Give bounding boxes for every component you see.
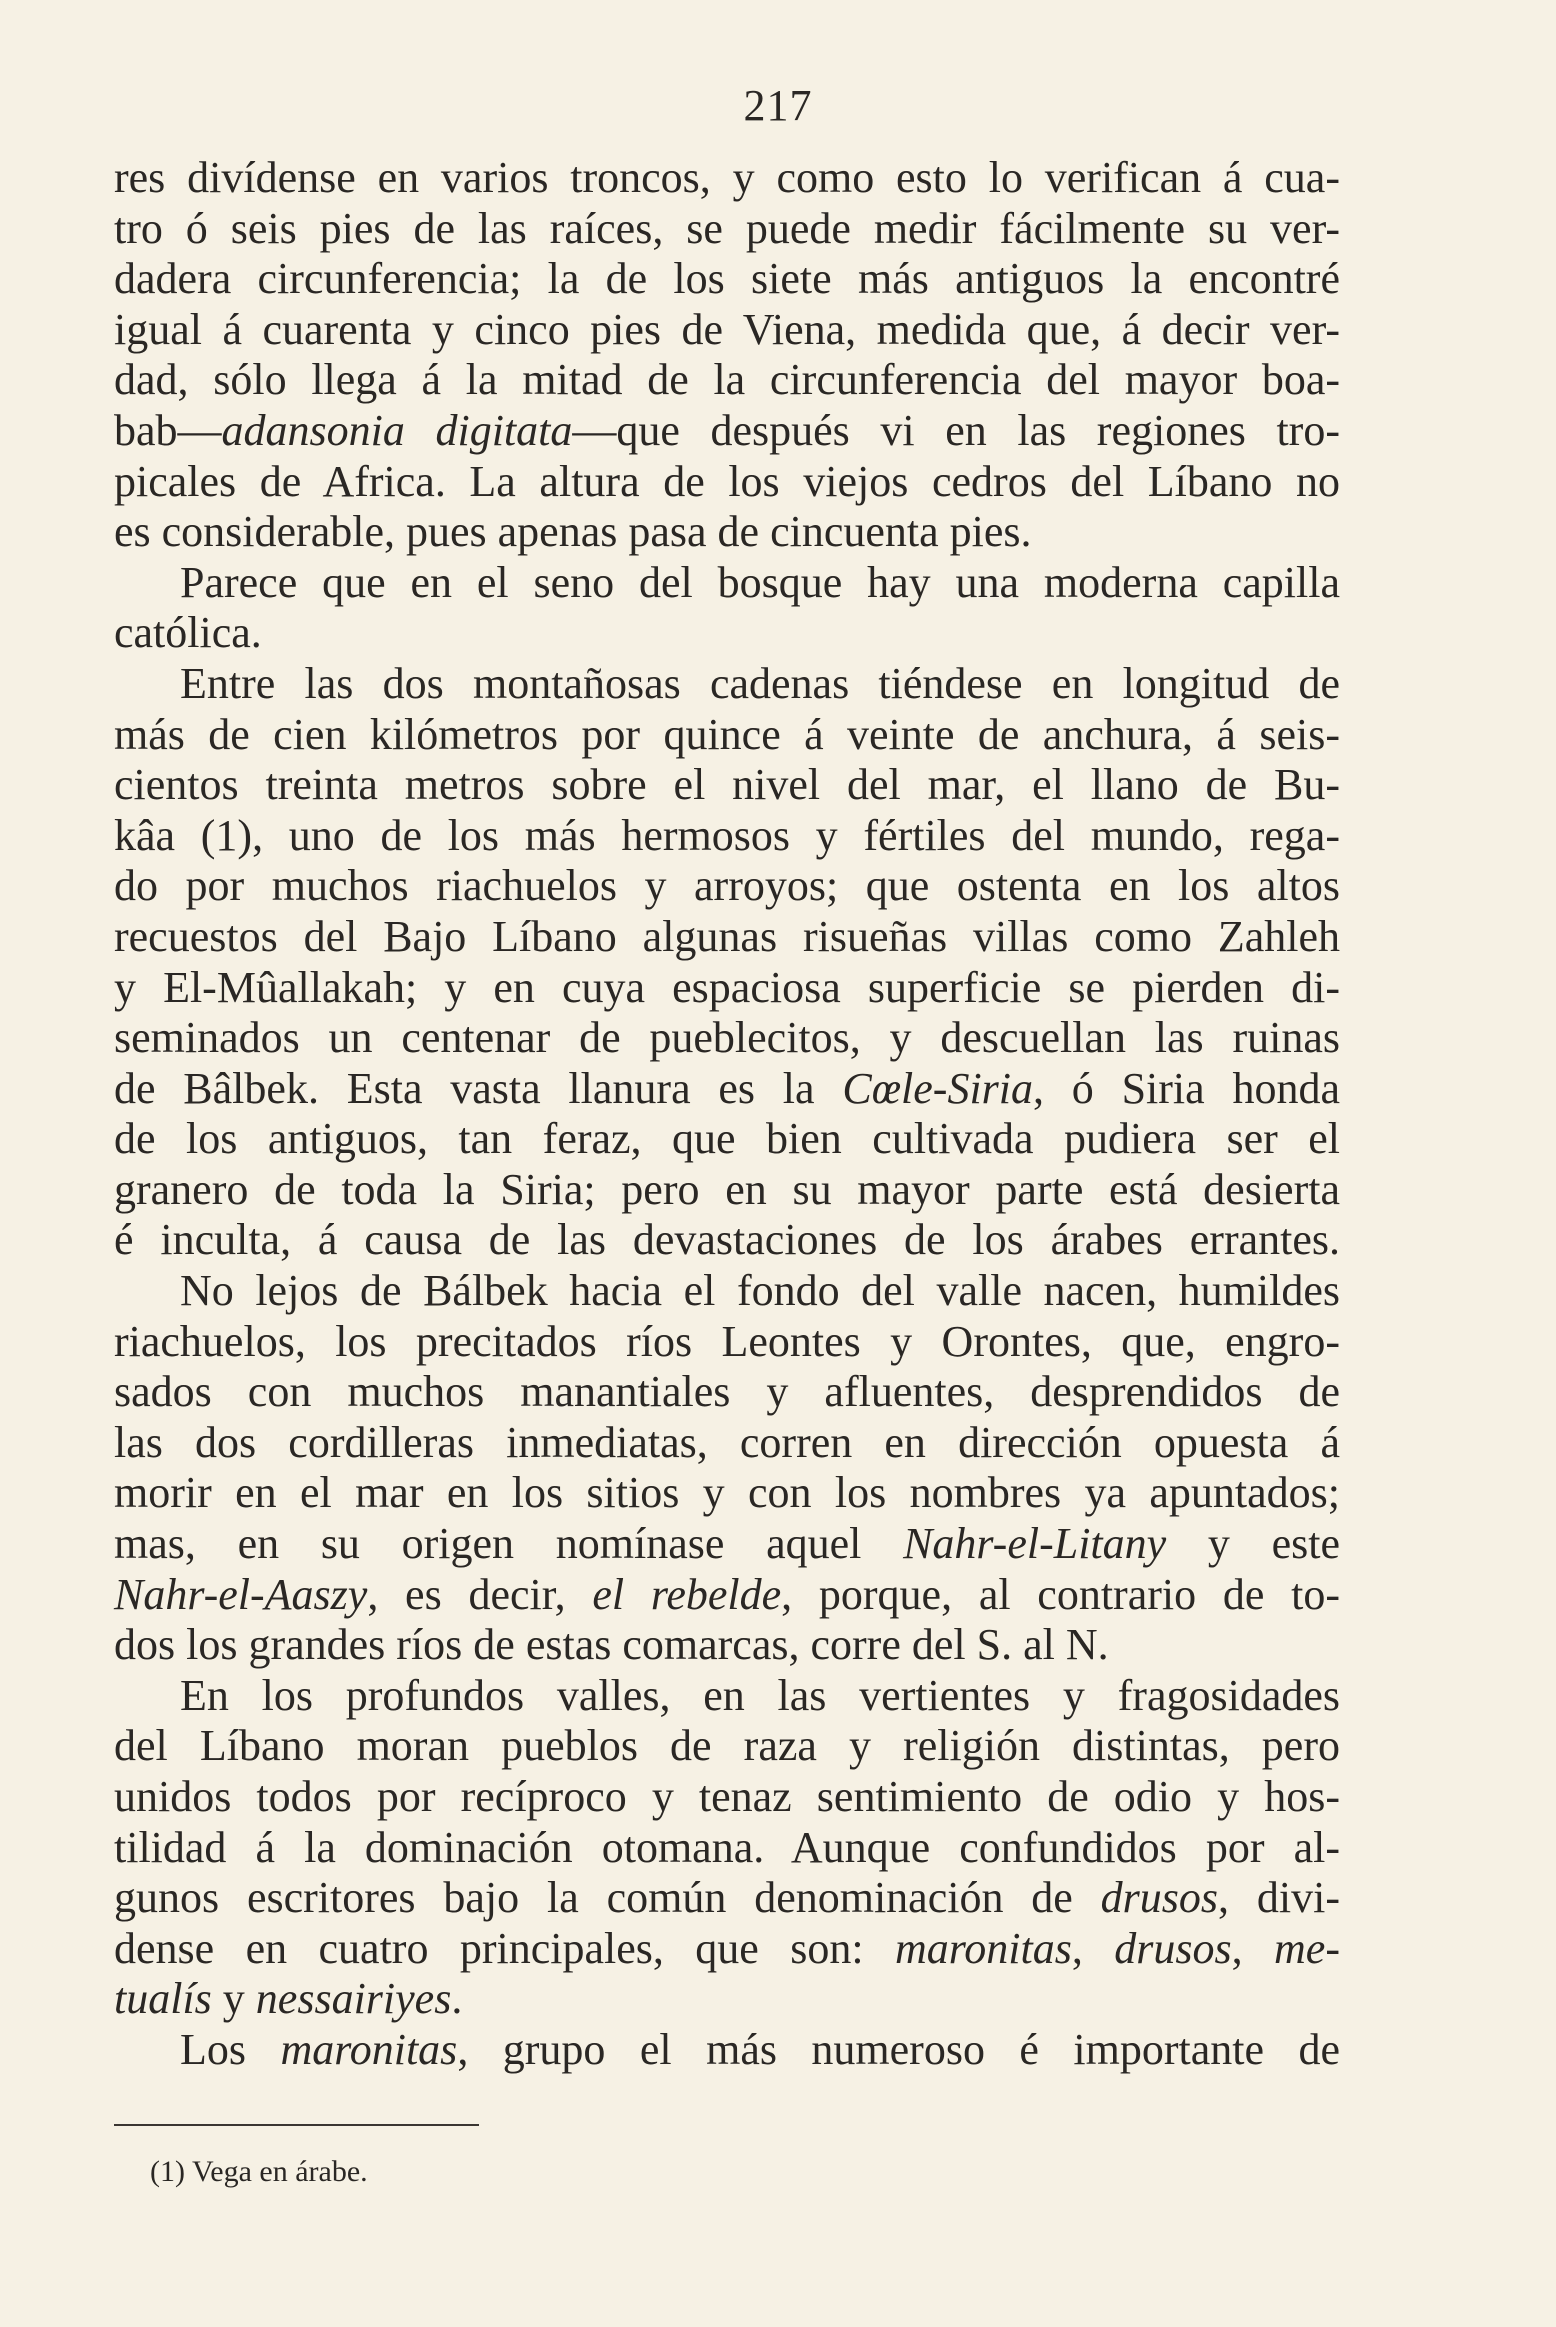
text-line: las dos cordilleras inmediatas, corren en dirección opuesta á bbox=[114, 1417, 1340, 1467]
italic-term: Cœle-Siria bbox=[842, 1063, 1034, 1113]
italic-term: drusos bbox=[1114, 1923, 1232, 1973]
text-line: En los profundos valles, en las vertientes y fragosidades bbox=[180, 1670, 1340, 1720]
text-line: Nahr-el-Aaszy, es decir, el rebelde, porque, al contrario de to- bbox=[114, 1569, 1340, 1619]
text-line: de Bâlbek. Esta vasta llanura es la Cœle-Siria, ó Siria honda bbox=[114, 1063, 1340, 1113]
text-line: No lejos de Bálbek hacia el fondo del valle nacen, humildes bbox=[180, 1266, 1340, 1316]
text-line: más de cien kilómetros por quince á veinte de anchura, á seis- bbox=[114, 709, 1340, 759]
italic-term: maronitas bbox=[280, 2024, 458, 2074]
italic-term: Nahr-el-Litany bbox=[903, 1519, 1167, 1569]
text-line: Parece que en el seno del bosque hay una moderna capilla bbox=[180, 557, 1340, 607]
text-line: del Líbano moran pueblos de raza y religión distintas, pero bbox=[114, 1721, 1340, 1771]
body-text bbox=[114, 153, 1340, 2076]
italic-term: drusos bbox=[1100, 1873, 1219, 1923]
text-line: res divídense en varios troncos, y como esto lo verifican á cua- bbox=[114, 153, 1340, 202]
italic-term: el rebelde bbox=[592, 1569, 782, 1619]
text-line: morir en el mar en los sitios y con los nombres ya apuntados; bbox=[114, 1468, 1340, 1518]
text-line: tro ó seis pies de las raíces, se puede medir fácilmente su ver- bbox=[114, 203, 1340, 253]
text-line: Los maronitas, grupo el más numeroso é importante de bbox=[180, 2024, 1341, 2074]
text-line: do por muchos riachuelos y arroyos; que ostenta en los altos bbox=[114, 861, 1340, 911]
text-line: de los antiguos, tan feraz, que bien cultivada pudiera ser el bbox=[114, 1114, 1340, 1164]
text-line: tualís y nessairiyes. bbox=[114, 1974, 463, 2024]
footnote-rule bbox=[114, 2124, 479, 2126]
text-line: tilidad á la dominación otomana. Aunque confundidos por al- bbox=[114, 1822, 1340, 1872]
text-line: é inculta, á causa de las devastaciones de los árabes errantes. bbox=[114, 1215, 1340, 1265]
text-line: católica. bbox=[114, 608, 262, 658]
text-line: dense en cuatro principales, que son: maronitas, drusos, me- bbox=[114, 1923, 1340, 1973]
text-line: cientos treinta metros sobre el nivel del mar, el llano de Bu- bbox=[114, 760, 1340, 810]
text-line: dadera circunferencia; la de los siete más antiguos la encontré bbox=[114, 254, 1340, 304]
text-line: picales de Africa. La altura de los viejos cedros del Líbano no bbox=[114, 456, 1340, 506]
text-line: recuestos del Bajo Líbano algunas risueñas villas como Zahleh bbox=[114, 911, 1340, 961]
italic-term: adansonia digitata bbox=[221, 405, 573, 455]
text-line: es considerable, pues apenas pasa de cincuenta pies. bbox=[114, 507, 1032, 557]
text-line: kâa (1), uno de los más hermosos y fértiles del mundo, rega- bbox=[114, 810, 1340, 860]
page-number: 217 bbox=[743, 81, 813, 130]
italic-term: me- bbox=[1274, 1923, 1340, 1973]
text-line: gunos escritores bajo la común denominación de drusos, divi- bbox=[114, 1873, 1340, 1923]
text-line: riachuelos, los precitados ríos Leontes y Orontes, que, engro- bbox=[114, 1316, 1340, 1366]
text-line: igual á cuarenta y cinco pies de Viena, medida que, á decir ver- bbox=[114, 304, 1340, 354]
text-line: mas, en su origen nomínase aquel Nahr-el-Litany y este bbox=[114, 1519, 1340, 1569]
italic-term: tualís bbox=[114, 1974, 212, 2024]
footnote: (1) Vega en árabe. bbox=[150, 2155, 368, 2188]
italic-term: maronitas bbox=[895, 1923, 1072, 1973]
text-line: seminados un centenar de pueblecitos, y descuellan las ruinas bbox=[114, 1013, 1340, 1063]
italic-term: nessairiyes bbox=[255, 1974, 452, 2024]
text-line: Entre las dos montañosas cadenas tiéndese en longitud de bbox=[180, 658, 1340, 708]
text-line: bab—adansonia digitata—que después vi en las regiones tro- bbox=[114, 405, 1340, 455]
text-line: granero de toda la Siria; pero en su mayor parte está desierta bbox=[114, 1164, 1340, 1214]
text-line: sados con muchos manantiales y afluentes, desprendidos de bbox=[114, 1367, 1340, 1417]
text-line: dad, sólo llega á la mitad de la circunferencia del mayor boa- bbox=[114, 355, 1340, 405]
text-line: dos los grandes ríos de estas comarcas, corre del S. al N. bbox=[114, 1620, 1109, 1670]
text-line: y El-Mûallakah; y en cuya espaciosa superficie se pierden di- bbox=[114, 962, 1340, 1012]
italic-term: Nahr-el-Aaszy bbox=[114, 1569, 368, 1619]
text-line: unidos todos por recíproco y tenaz sentimiento de odio y hos- bbox=[114, 1772, 1340, 1821]
